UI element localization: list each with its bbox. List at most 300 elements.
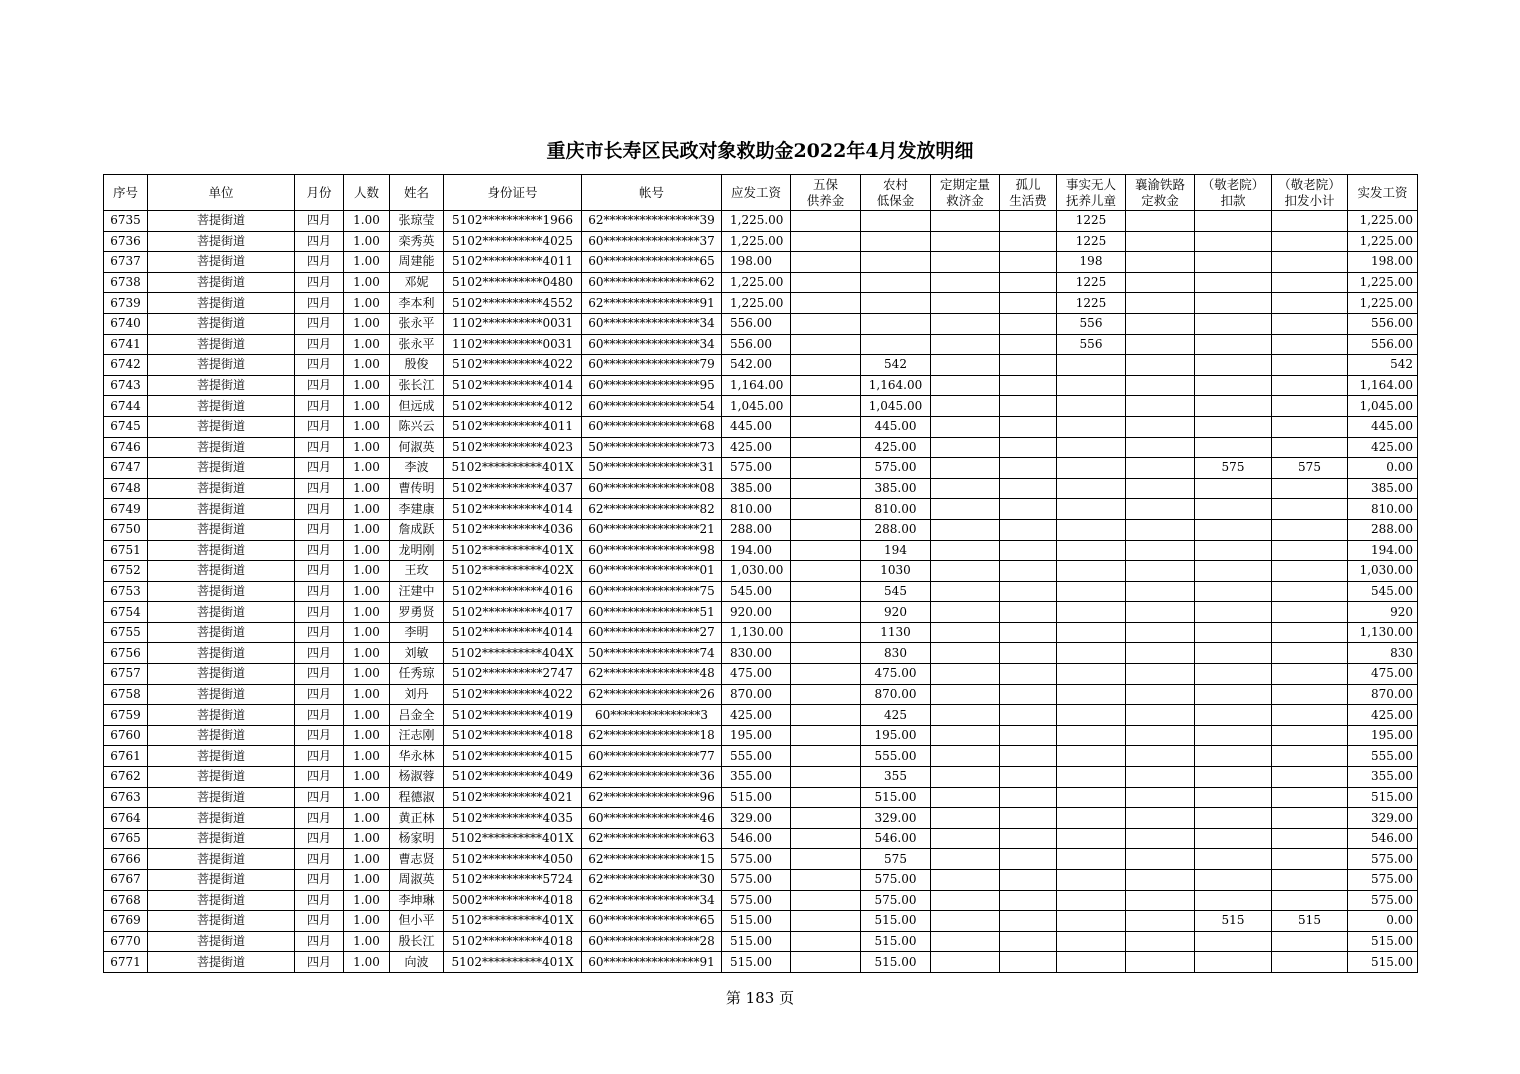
table-cell [1272, 334, 1348, 355]
table-cell [791, 437, 861, 458]
table-cell [1126, 622, 1195, 643]
table-cell: 515 [1272, 911, 1348, 932]
table-cell [1000, 561, 1057, 582]
table-cell: 920 [861, 602, 931, 623]
table-cell [1272, 849, 1348, 870]
table-cell: 黄正林 [390, 808, 444, 829]
table-cell: 6743 [104, 375, 148, 396]
table-cell [1057, 664, 1126, 685]
table-cell [1000, 643, 1057, 664]
column-header: 人数 [344, 175, 390, 211]
table-cell: 62****************48 [582, 664, 722, 685]
table-cell: 1.00 [344, 725, 390, 746]
table-cell [1057, 808, 1126, 829]
table-row [104, 828, 1418, 849]
table-cell: 6747 [104, 458, 148, 479]
table-cell: 程德淑 [390, 787, 444, 808]
table-cell [1057, 705, 1126, 726]
column-header: 姓名 [390, 175, 444, 211]
table-cell: 6740 [104, 313, 148, 334]
table-cell: 5102**********4021 [444, 787, 582, 808]
table-cell: 1.00 [344, 643, 390, 664]
table-cell: 华永林 [390, 746, 444, 767]
table-cell [1000, 313, 1057, 334]
table-row [104, 849, 1418, 870]
table-cell: 菩提街道 [148, 293, 295, 314]
column-header: 孤儿 生活费 [1000, 175, 1057, 211]
table-cell [931, 931, 1000, 952]
table-cell: 向波 [390, 952, 444, 973]
table-cell: 515.00 [861, 787, 931, 808]
table-cell [1057, 828, 1126, 849]
column-header: 事实无人 抚养儿童 [1057, 175, 1126, 211]
table-cell: 288.00 [722, 519, 791, 540]
table-cell [1000, 808, 1057, 829]
table-cell: 四月 [295, 211, 344, 232]
table-cell: 菩提街道 [148, 375, 295, 396]
table-cell [791, 643, 861, 664]
table-cell [791, 375, 861, 396]
table-cell [791, 870, 861, 891]
table-cell: 菩提街道 [148, 581, 295, 602]
table-cell: 195.00 [861, 725, 931, 746]
table-cell: 6737 [104, 252, 148, 273]
table-cell [931, 231, 1000, 252]
table-cell: 四月 [295, 725, 344, 746]
table-cell [1057, 602, 1126, 623]
table-cell: 546.00 [722, 828, 791, 849]
table-cell [1195, 849, 1272, 870]
table-cell: 曹传明 [390, 478, 444, 499]
table-cell [1000, 849, 1057, 870]
table-cell [1000, 870, 1057, 891]
table-cell: 5102**********4011 [444, 252, 582, 273]
table-cell [1272, 952, 1348, 973]
table-cell: 四月 [295, 355, 344, 376]
column-header: 序号 [104, 175, 148, 211]
table-cell [1195, 767, 1272, 788]
table-cell [1126, 684, 1195, 705]
table-cell [1057, 561, 1126, 582]
table-cell: 四月 [295, 396, 344, 417]
table-row [104, 540, 1418, 561]
table-cell [1000, 355, 1057, 376]
table-cell [1272, 787, 1348, 808]
table-cell: 四月 [295, 911, 344, 932]
table-cell [791, 787, 861, 808]
table-cell [1057, 540, 1126, 561]
table-header-row [104, 175, 1418, 211]
table-cell: 1.00 [344, 396, 390, 417]
table-cell [1126, 211, 1195, 232]
table-cell: 5102**********401X [444, 540, 582, 561]
table-cell [1000, 252, 1057, 273]
table-cell [1126, 519, 1195, 540]
table-cell [1057, 581, 1126, 602]
table-cell: 菩提街道 [148, 684, 295, 705]
table-cell [1000, 519, 1057, 540]
table-cell: 556.00 [722, 313, 791, 334]
table-cell [1000, 787, 1057, 808]
table-cell: 1.00 [344, 828, 390, 849]
table-cell: 四月 [295, 849, 344, 870]
table-cell: 6753 [104, 581, 148, 602]
table-cell: 1.00 [344, 313, 390, 334]
table-cell: 6746 [104, 437, 148, 458]
table-cell: 菩提街道 [148, 602, 295, 623]
table-cell [1195, 252, 1272, 273]
table-cell: 60****************01 [582, 561, 722, 582]
table-cell: 355.00 [722, 767, 791, 788]
table-cell [1272, 211, 1348, 232]
table-cell: 445.00 [1348, 416, 1418, 437]
table-cell: 1,225.00 [1348, 211, 1418, 232]
table-cell: 5102**********4014 [444, 622, 582, 643]
table-cell [1195, 581, 1272, 602]
table-cell: 62****************30 [582, 870, 722, 891]
table-cell: 刘敏 [390, 643, 444, 664]
table-cell: 1.00 [344, 952, 390, 973]
table-cell: 1,225.00 [1348, 293, 1418, 314]
table-cell: 0.00 [1348, 911, 1418, 932]
table-cell: 1130 [861, 622, 931, 643]
table-cell [1195, 890, 1272, 911]
column-header: 身份证号 [444, 175, 582, 211]
table-cell: 60****************79 [582, 355, 722, 376]
table-cell: 四月 [295, 952, 344, 973]
table-cell [861, 231, 931, 252]
table-cell: 四月 [295, 231, 344, 252]
table-cell [1057, 787, 1126, 808]
table-cell: 50****************31 [582, 458, 722, 479]
table-cell: 1.00 [344, 561, 390, 582]
table-cell [1000, 396, 1057, 417]
table-cell: 1,130.00 [722, 622, 791, 643]
table-cell: 515.00 [1348, 787, 1418, 808]
table-cell [791, 808, 861, 829]
table-cell: 198.00 [1348, 252, 1418, 273]
table-cell: 6762 [104, 767, 148, 788]
table-cell [791, 252, 861, 273]
table-cell: 60****************28 [582, 931, 722, 952]
table-cell [931, 416, 1000, 437]
table-cell: 1102**********0031 [444, 334, 582, 355]
table-cell: 575.00 [722, 870, 791, 891]
table-cell: 1.00 [344, 911, 390, 932]
table-cell [1057, 890, 1126, 911]
table-cell: 1.00 [344, 416, 390, 437]
table-cell [1057, 911, 1126, 932]
table-cell: 62****************15 [582, 849, 722, 870]
table-cell: 5102**********401X [444, 458, 582, 479]
table-cell: 四月 [295, 540, 344, 561]
table-cell: 5102**********4016 [444, 581, 582, 602]
table-cell: 575.00 [861, 890, 931, 911]
table-cell: 575.00 [722, 849, 791, 870]
table-cell [931, 808, 1000, 829]
table-cell [931, 375, 1000, 396]
table-cell: 575.00 [722, 458, 791, 479]
table-cell: 62****************34 [582, 890, 722, 911]
table-cell: 6749 [104, 499, 148, 520]
table-cell: 575.00 [861, 458, 931, 479]
table-cell: 6768 [104, 890, 148, 911]
table-cell [791, 561, 861, 582]
table-cell: 菩提街道 [148, 767, 295, 788]
table-cell [791, 416, 861, 437]
table-cell [1195, 313, 1272, 334]
table-cell [1195, 828, 1272, 849]
table-row [104, 313, 1418, 334]
table-row [104, 272, 1418, 293]
table-cell [1126, 643, 1195, 664]
table-cell [1126, 437, 1195, 458]
table-cell [1195, 787, 1272, 808]
table-cell: 张永平 [390, 313, 444, 334]
table-cell: 李波 [390, 458, 444, 479]
table-cell: 5002**********4018 [444, 890, 582, 911]
table-cell [1126, 561, 1195, 582]
table-cell [861, 293, 931, 314]
table-cell: 6755 [104, 622, 148, 643]
table-cell: 556.00 [1348, 313, 1418, 334]
table-cell [1126, 725, 1195, 746]
table-cell [1272, 561, 1348, 582]
table-cell: 425 [861, 705, 931, 726]
table-cell: 425.00 [861, 437, 931, 458]
table-cell: 50****************74 [582, 643, 722, 664]
table-cell: 6735 [104, 211, 148, 232]
table-cell: 菩提街道 [148, 561, 295, 582]
table-cell: 5102**********2747 [444, 664, 582, 685]
table-cell: 515.00 [1348, 931, 1418, 952]
table-cell: 555.00 [861, 746, 931, 767]
table-cell: 1.00 [344, 787, 390, 808]
table-cell: 1.00 [344, 849, 390, 870]
column-header: 襄渝铁路 定救金 [1126, 175, 1195, 211]
table-cell: 菩提街道 [148, 931, 295, 952]
table-cell [1195, 561, 1272, 582]
table-cell: 515.00 [861, 931, 931, 952]
table-row [104, 499, 1418, 520]
table-cell: 6769 [104, 911, 148, 932]
table-cell: 385.00 [722, 478, 791, 499]
table-cell [931, 787, 1000, 808]
table-cell: 菩提街道 [148, 664, 295, 685]
table-cell: 刘丹 [390, 684, 444, 705]
table-cell [1195, 375, 1272, 396]
table-cell [791, 890, 861, 911]
table-cell: 殷俊 [390, 355, 444, 376]
table-cell: 张琼莹 [390, 211, 444, 232]
table-cell: 四月 [295, 684, 344, 705]
table-cell [1126, 705, 1195, 726]
table-cell [1000, 334, 1057, 355]
table-cell [1126, 252, 1195, 273]
table-cell: 1,030.00 [1348, 561, 1418, 582]
table-body [104, 211, 1418, 973]
table-cell [1272, 293, 1348, 314]
table-cell: 1,225.00 [722, 293, 791, 314]
table-cell: 但远成 [390, 396, 444, 417]
table-cell [931, 911, 1000, 932]
table-cell: 5102**********4023 [444, 437, 582, 458]
table-cell: 60****************21 [582, 519, 722, 540]
table-cell: 60***************3 [582, 705, 722, 726]
table-cell: 445.00 [861, 416, 931, 437]
table-cell: 四月 [295, 931, 344, 952]
table-cell: 5102**********4015 [444, 746, 582, 767]
table-cell [1195, 931, 1272, 952]
table-cell: 445.00 [722, 416, 791, 437]
table-cell: 60****************65 [582, 911, 722, 932]
table-cell: 1030 [861, 561, 931, 582]
table-cell: 425.00 [1348, 705, 1418, 726]
table-cell: 62****************82 [582, 499, 722, 520]
table-cell: 6756 [104, 643, 148, 664]
table-cell [1126, 849, 1195, 870]
table-cell: 菩提街道 [148, 355, 295, 376]
table-row [104, 622, 1418, 643]
table-cell [931, 622, 1000, 643]
table-cell [1057, 478, 1126, 499]
table-cell: 329.00 [1348, 808, 1418, 829]
table-cell [1195, 478, 1272, 499]
table-cell [791, 952, 861, 973]
table-cell: 425.00 [1348, 437, 1418, 458]
table-cell [1272, 416, 1348, 437]
table-cell [1000, 499, 1057, 520]
table-cell [1126, 313, 1195, 334]
table-cell [1195, 952, 1272, 973]
table-cell: 575.00 [1348, 890, 1418, 911]
table-cell: 5102**********401X [444, 828, 582, 849]
table-cell: 周淑英 [390, 870, 444, 891]
table-cell [1000, 664, 1057, 685]
table-cell [1126, 602, 1195, 623]
table-cell: 60****************54 [582, 396, 722, 417]
table-cell [1000, 705, 1057, 726]
table-row [104, 767, 1418, 788]
table-cell [1272, 355, 1348, 376]
table-cell: 1.00 [344, 870, 390, 891]
table-cell: 任秀琼 [390, 664, 444, 685]
table-cell: 60****************46 [582, 808, 722, 829]
table-cell [1000, 684, 1057, 705]
table-cell: 菩提街道 [148, 870, 295, 891]
table-cell: 1,225.00 [1348, 231, 1418, 252]
table-cell: 1.00 [344, 355, 390, 376]
table-cell [1057, 375, 1126, 396]
table-cell: 四月 [295, 643, 344, 664]
table-cell: 栾秀英 [390, 231, 444, 252]
table-cell [931, 890, 1000, 911]
table-cell: 1.00 [344, 293, 390, 314]
table-cell [1195, 684, 1272, 705]
table-cell [1195, 231, 1272, 252]
table-cell: 1,164.00 [722, 375, 791, 396]
table-cell [1000, 437, 1057, 458]
table-cell [1195, 808, 1272, 829]
table-cell [791, 622, 861, 643]
table-cell: 60****************08 [582, 478, 722, 499]
table-cell: 汪志刚 [390, 725, 444, 746]
table-cell [1126, 396, 1195, 417]
table-cell [791, 211, 861, 232]
table-cell [1272, 272, 1348, 293]
table-cell: 62****************91 [582, 293, 722, 314]
table-cell: 6770 [104, 931, 148, 952]
table-cell [1195, 746, 1272, 767]
table-cell [791, 313, 861, 334]
table-cell [1057, 746, 1126, 767]
table-cell [931, 252, 1000, 273]
table-cell: 四月 [295, 334, 344, 355]
table-cell: 60****************75 [582, 581, 722, 602]
table-row [104, 458, 1418, 479]
table-cell [1057, 622, 1126, 643]
table-cell [1126, 828, 1195, 849]
table-row [104, 211, 1418, 232]
table-cell [1057, 931, 1126, 952]
table-cell: 288.00 [1348, 519, 1418, 540]
table-cell [861, 313, 931, 334]
table-cell: 515.00 [861, 911, 931, 932]
table-cell: 但小平 [390, 911, 444, 932]
table-cell: 425.00 [722, 437, 791, 458]
table-cell: 198.00 [722, 252, 791, 273]
table-cell: 1.00 [344, 890, 390, 911]
table-cell [861, 272, 931, 293]
table-cell: 5102**********4019 [444, 705, 582, 726]
table-cell: 920 [1348, 602, 1418, 623]
table-cell: 6760 [104, 725, 148, 746]
table-row [104, 602, 1418, 623]
table-cell: 菩提街道 [148, 478, 295, 499]
table-cell: 1.00 [344, 622, 390, 643]
table-cell: 四月 [295, 458, 344, 479]
table-cell: 菩提街道 [148, 313, 295, 334]
table-cell: 菩提街道 [148, 499, 295, 520]
table-cell [791, 396, 861, 417]
table-cell [931, 211, 1000, 232]
table-cell: 四月 [295, 622, 344, 643]
column-header: 实发工资 [1348, 175, 1418, 211]
table-cell: 62****************96 [582, 787, 722, 808]
table-cell: 62****************36 [582, 767, 722, 788]
table-cell [931, 602, 1000, 623]
table-cell [791, 664, 861, 685]
table-cell: 60****************98 [582, 540, 722, 561]
table-cell: 5102**********0480 [444, 272, 582, 293]
table-cell [1057, 519, 1126, 540]
table-cell: 5102**********402X [444, 561, 582, 582]
table-cell: 周建能 [390, 252, 444, 273]
table-cell: 5102**********4036 [444, 519, 582, 540]
table-cell [1272, 808, 1348, 829]
table-cell [931, 870, 1000, 891]
table-row [104, 787, 1418, 808]
table-cell [931, 828, 1000, 849]
table-cell: 6736 [104, 231, 148, 252]
table-cell [1126, 375, 1195, 396]
table-cell: 四月 [295, 767, 344, 788]
table-cell: 329.00 [861, 808, 931, 829]
table-cell: 385.00 [861, 478, 931, 499]
table-cell: 546.00 [861, 828, 931, 849]
table-cell [1057, 458, 1126, 479]
column-header: 帐号 [582, 175, 722, 211]
